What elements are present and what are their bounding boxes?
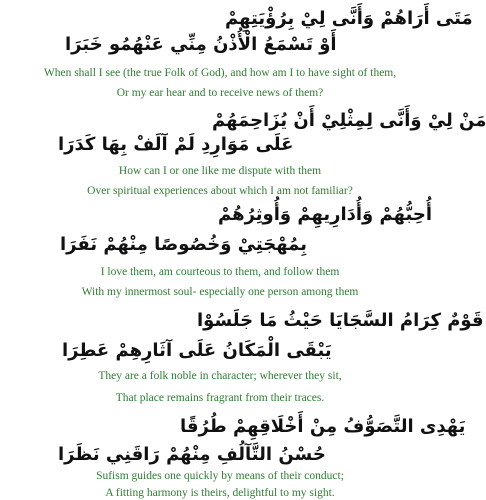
english-translation-line: Over spiritual experiences about which I am not familiar? bbox=[87, 185, 353, 197]
english-translation-line: When shall I see (the true Folk of God), and how am I to have sight of them, bbox=[43, 67, 397, 79]
english-translation-line: That place remains fragrant from their traces. bbox=[115, 392, 325, 404]
arabic-verse-line: يَهْدِى التَّصَوُّفُ مِنْ أَخْلَاقِهِمْ طُرُقًا bbox=[180, 416, 466, 437]
english-translation-line: I love them, am courteous to them, and follow them bbox=[100, 266, 340, 278]
english-translation-line: A fitting harmony is theirs, delightful to my sight. bbox=[105, 487, 335, 499]
arabic-verse-line: أُحِبُّهُمْ وَأُدَارِيهِمْ وَأُوثِرُهُمْ bbox=[218, 204, 433, 225]
arabic-verse-line: حُسْنُ التَّآلُفِ مِنْهُمْ رَاقَنِي نَظَرَا bbox=[58, 444, 326, 465]
arabic-verse-line: أَوْ تَسْمَعُ الْأُذْنُ مِنِّي عَنْهُمُو خَبَرَا bbox=[65, 34, 337, 55]
arabic-verse-line: قَوْمٌ كِرَامُ السَّجَايَا حَيْثُ مَا جَلَسُوْا bbox=[197, 310, 484, 331]
arabic-verse-line: بِمُهْجَتِيْ وَخُصُوصًا مِنْهُمْ نَفَرَا bbox=[60, 234, 307, 255]
arabic-verse-line: مَتَى أَرَاهُمْ وَأَنَّى لِيْ بِرُؤْيَتِهِمْ bbox=[225, 8, 473, 29]
arabic-verse-line: عَلَى مَوَارِدِ لَمْ آلَفْ بِهَا كَدَرَا bbox=[58, 134, 294, 155]
arabic-verse-line: مَنْ لِيْ وَأَنَّى لِمِثْلِيْ أَنْ يُزَاحِمَهُمْ bbox=[212, 110, 486, 131]
english-translation-line: They are a folk noble in character; wherever they sit, bbox=[98, 370, 342, 382]
english-translation-line: How can I or one like me dispute with them bbox=[118, 165, 322, 177]
english-translation-line: Or my ear hear and to receive news of them? bbox=[116, 87, 324, 99]
arabic-verse-line: يَبْقَى الْمَكَانُ عَلَى آثَارِهِمْ عَطِرَا bbox=[62, 340, 332, 361]
english-translation-line: Sufism guides one quickly by means of their conduct; bbox=[96, 470, 344, 482]
english-translation-line: With my innermost soul- especially one person among them bbox=[81, 286, 359, 298]
